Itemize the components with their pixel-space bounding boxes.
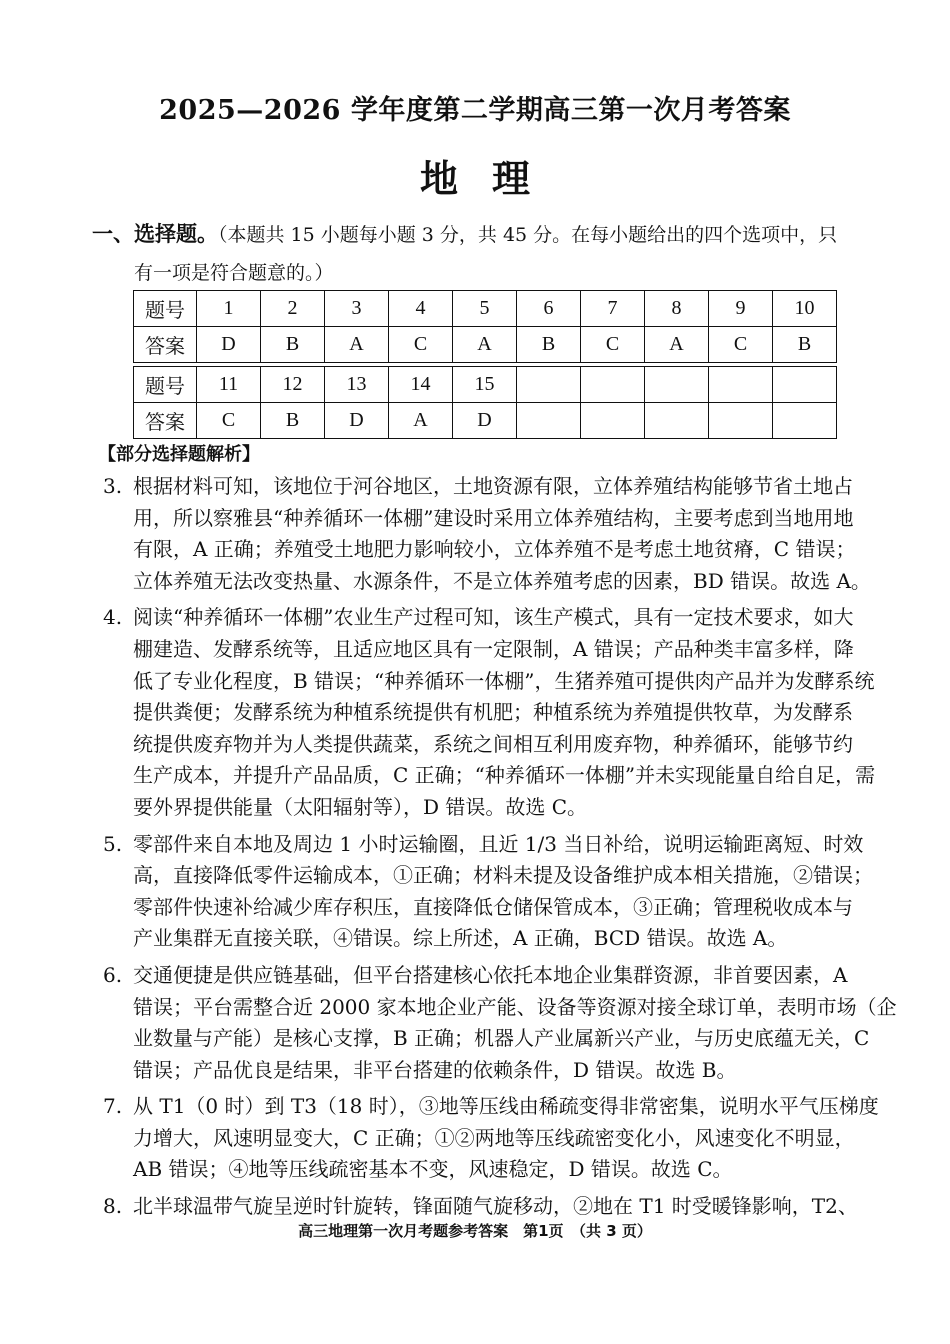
question-number-cell: 15 [453, 367, 517, 403]
answer-cell: A [645, 327, 709, 363]
question-number-cell [645, 367, 709, 403]
question-number-cell [709, 367, 773, 403]
question-number-cell: 10 [773, 291, 837, 327]
item-number: 5. [103, 831, 123, 856]
item-number: 3. [103, 474, 123, 498]
item-text-line: 产业集群无直接关联，④错误。综上所述，A 正确，BCD 错误。故选 A。 [133, 926, 788, 951]
item-text-line: 北半球温带气旋呈逆时针旋转，锋面随气旋移动，②地在 T1 时受暖锋影响，T2、 [133, 1194, 858, 1219]
answer-cell [773, 403, 837, 439]
page-footer: 高三地理第一次月考题参考答案 第1页 （共 3 页） [298, 1222, 652, 1240]
answer-cell: C [581, 327, 645, 363]
question-number-cell: 6 [517, 291, 581, 327]
item-text-line: 提供粪便；发酵系统为种植系统提供有机肥；种植系统为养殖提供牧草，为发酵系 [133, 700, 853, 725]
row-label: 答案 [134, 327, 197, 363]
answer-cell: C [389, 327, 453, 363]
question-number-cell: 4 [389, 291, 453, 327]
item-text [133, 960, 897, 1086]
item-text-line: 要外界提供能量（太阳辐射等），D 错误。故选 C。 [133, 794, 588, 819]
answer-cell: B [261, 327, 325, 363]
question-number-cell: 2 [261, 291, 325, 327]
item-text-line: 错误；平台需整合近 2000 家本地企业产能、设备等资源对接全球订单，表明市场（企 [133, 994, 897, 1019]
item-text-line: 有限，A 正确；养殖受土地肥力影响较小，立体养殖不是考虑土地贫瘠，C 错误； [133, 537, 856, 562]
item-text-line: 业数量与产能）是核心支撑，B 正确；机器人产业属新兴产业，与历史底蕴无关，C [133, 1026, 870, 1051]
question-number-cell: 1 [197, 291, 261, 327]
question-number-cell: 8 [645, 291, 709, 327]
row-label: 题号 [134, 367, 197, 403]
answer-cell [517, 403, 581, 439]
analysis-item [103, 829, 873, 955]
answer-cell: B [517, 327, 581, 363]
item-text-line: 从 T1（0 时）到 T3（18 时），③地等压线由稀疏变得非常密集，说明水平气压梯度 [133, 1094, 879, 1119]
analysis-item [103, 1191, 858, 1223]
item-number: 8. [103, 1194, 123, 1219]
question-number-cell: 12 [261, 367, 325, 403]
answer-cell: C [197, 403, 261, 439]
question-number-cell [581, 367, 645, 403]
answer-cell: D [325, 403, 389, 439]
answer-cell [581, 403, 645, 439]
section-note-cont: 有一项是符合题意的。） [134, 262, 334, 284]
answer-cell: A [453, 327, 517, 363]
item-text [133, 1191, 858, 1223]
section-heading [92, 215, 852, 292]
analysis-list [103, 471, 897, 1228]
item-text-line: 高，直接降低零件运输成本，①正确；材料未提及设备维护成本相关措施，②错误； [133, 863, 873, 888]
answer-row [134, 327, 837, 363]
item-text [133, 1091, 879, 1186]
item-text-line: 低了专业化程度，B 错误；“种养循环一体棚”，生猪养殖可提供肉产品并为发酵系统 [133, 668, 875, 693]
section-note: （本题共 15 小题每小题 3 分，共 45 分。在每小题给出的四个选项中，只 [218, 224, 838, 246]
answer-cell [709, 403, 773, 439]
item-number: 7. [103, 1094, 123, 1119]
row-label: 答案 [134, 403, 197, 439]
question-row [134, 291, 837, 327]
answer-row [134, 403, 837, 439]
question-number-cell: 3 [325, 291, 389, 327]
item-text-line: 根据材料可知，该地位于河谷地区，土地资源有限，立体养殖结构能够节省土地占 [133, 474, 853, 498]
document-title: 2025—2026 学年度第二学期高三第一次月考答案 [159, 95, 791, 126]
answer-cell: B [261, 403, 325, 439]
item-text-line: 用，所以察雅县“种养循环一体棚”建设时采用立体养殖结构，主要考虑到当地用地 [133, 505, 854, 530]
item-text-line: 统提供废弃物并为人类提供蔬菜，系统之间相互利用废弃物，种养循环，能够节约 [133, 731, 853, 756]
item-text-line: 棚建造、发酵系统等，且适应地区具有一定限制，A 错误；产品种类丰富多样，降 [133, 636, 854, 661]
answer-cell: C [709, 327, 773, 363]
answer-cell: A [325, 327, 389, 363]
item-text-line: 阅读“种养循环一体棚”农业生产过程可知，该生产模式，具有一定技术要求，如大 [133, 605, 854, 630]
item-number: 4. [103, 605, 123, 630]
question-number-cell: 13 [325, 367, 389, 403]
item-text-line: AB 错误；④地等压线疏密基本不变，风速稳定，D 错误。故选 C。 [133, 1157, 733, 1182]
question-number-cell [773, 367, 837, 403]
item-number: 6. [103, 962, 123, 987]
question-number-cell: 5 [453, 291, 517, 327]
item-text [133, 829, 873, 955]
item-text-line: 力增大，风速明显变大，C 正确；①②两地等压线疏密变化小，风速变化不明显， [133, 1125, 855, 1150]
item-text-line: 零部件来自本地及周边 1 小时运输圈，且近 1/3 当日补给，说明运输距离短、时效 [133, 831, 864, 856]
subject-title: 地理 [419, 156, 564, 201]
answer-cell: D [453, 403, 517, 439]
analysis-item [103, 471, 871, 597]
answer-table-part2 [133, 366, 837, 439]
answer-table-part1 [133, 290, 837, 363]
analysis-item [103, 1091, 879, 1186]
question-number-cell [517, 367, 581, 403]
analysis-item [103, 602, 876, 823]
item-text-line: 立体养殖无法改变热量、水源条件，不是立体养殖考虑的因素，BD 错误。故选 A。 [133, 568, 871, 593]
answer-cell: A [389, 403, 453, 439]
question-number-cell: 7 [581, 291, 645, 327]
item-text [133, 471, 871, 597]
item-text-line: 交通便捷是供应链基础，但平台搭建核心依托本地企业集群资源，非首要因素，A [133, 962, 848, 987]
question-number-cell: 14 [389, 367, 453, 403]
analysis-heading: 【部分选择题解析】 [98, 444, 260, 465]
question-number-cell: 11 [197, 367, 261, 403]
item-text-line: 错误；产品优良是结果，非平台搭建的依赖条件，D 错误。故选 B。 [133, 1057, 737, 1082]
item-text [133, 602, 876, 823]
section-title: 一、选择题。 [92, 222, 218, 246]
question-number-cell: 9 [709, 291, 773, 327]
row-label: 题号 [134, 291, 197, 327]
answer-cell: B [773, 327, 837, 363]
answer-cell: D [197, 327, 261, 363]
item-text-line: 生产成本，并提升产品品质，C 正确；“种养循环一体棚”并未实现能量自给自足，需 [133, 763, 876, 788]
analysis-item [103, 960, 897, 1086]
answer-cell [645, 403, 709, 439]
item-text-line: 零部件快速补给减少库存积压，直接降低仓储保管成本，③正确；管理税收成本与 [133, 894, 853, 919]
question-row [134, 367, 837, 403]
